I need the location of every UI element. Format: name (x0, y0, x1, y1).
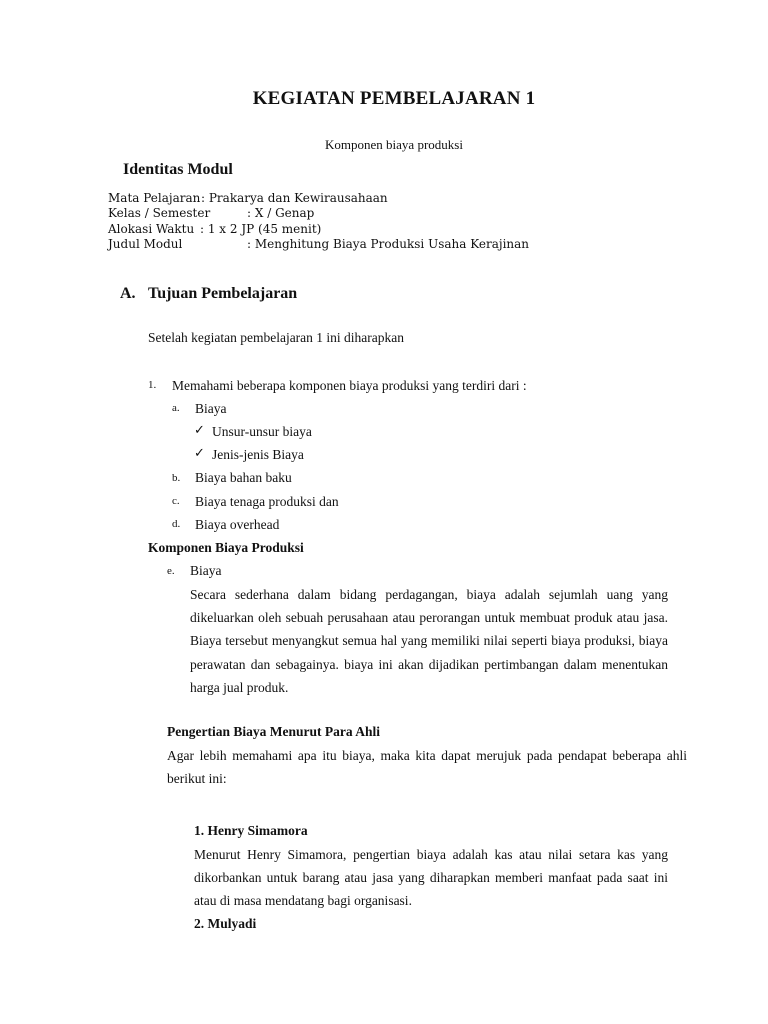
section-a-intro: Setelah kegiatan pembelajaran 1 ini diharapkan (148, 330, 405, 345)
list-item: Biaya (195, 401, 227, 416)
list-marker: b. (172, 472, 181, 484)
identitas-label: Alokasi Waktu (108, 222, 195, 236)
expert-text: Menurut Henry Simamora, pengertian biaya adalah kas atau nilai setara kas yang dikorbankan untuk barang atau jasa yang diharapkan memberi manfaat pada saat ini atau di masa mendatang bagi organisasi. (194, 847, 668, 909)
page-subtitle: Komponen biaya produksi (325, 137, 463, 152)
identitas-value: : 1 x 2 JP (45 menit) (200, 222, 322, 236)
expert-heading: 2. Mulyadi (194, 916, 257, 931)
list-marker: 1. (148, 379, 157, 391)
check-icon: ✓ (194, 423, 205, 438)
list-item: Biaya bahan baku (195, 470, 292, 485)
identitas-value: : X / Genap (247, 206, 315, 220)
page-title: KEGIATAN PEMBELAJARAN 1 (252, 88, 536, 109)
identitas-value: : Menghitung Biaya Produksi Usaha Kerajinan (247, 237, 530, 251)
identitas-label: Kelas / Semester (108, 206, 211, 220)
list-item: Memahami beberapa komponen biaya produksi yang terdiri dari : (172, 378, 527, 393)
expert-heading: 1. Henry Simamora (194, 823, 308, 838)
section-a-marker: A. (120, 285, 136, 302)
list-marker: a. (172, 402, 180, 414)
list-item: Biaya overhead (195, 517, 280, 532)
pengertian-heading: Pengertian Biaya Menurut Para Ahli (167, 724, 380, 739)
identitas-value: : Prakarya dan Kewirausahaan (201, 191, 388, 205)
section-a-heading: Tujuan Pembelajaran (148, 285, 298, 302)
list-marker: d. (172, 518, 181, 530)
check-icon: ✓ (194, 446, 205, 461)
komponen-paragraph: Secara sederhana dalam bidang perdagangan, biaya adalah sejumlah uang yang dikeluarkan oleh sebuah perusahaan atau perorangan untuk membuat produk atau jasa. Biaya tersebut menyangkut semua hal yang memiliki nilai seperti biaya produksi, biaya perawatan dan sebagainya. biaya ini akan dijadikan pertimbangan dalam menentukan harga jual produk. (190, 587, 668, 695)
list-item: Jenis-jenis Biaya (212, 447, 304, 462)
identitas-label: Judul Modul (108, 237, 183, 251)
identitas-label: Mata Pelajaran (108, 191, 201, 205)
identitas-heading: Identitas Modul (123, 161, 233, 178)
list-item: Biaya (190, 563, 222, 578)
list-item: Unsur-unsur biaya (212, 424, 312, 439)
list-item: Biaya tenaga produksi dan (195, 494, 339, 509)
list-marker: e. (167, 565, 175, 577)
pengertian-intro: Agar lebih memahami apa itu biaya, maka kita dapat merujuk pada pendapat beberapa ahli berikut ini: (167, 748, 687, 787)
list-marker: c. (172, 495, 180, 507)
komponen-heading: Komponen Biaya Produksi (148, 540, 304, 555)
